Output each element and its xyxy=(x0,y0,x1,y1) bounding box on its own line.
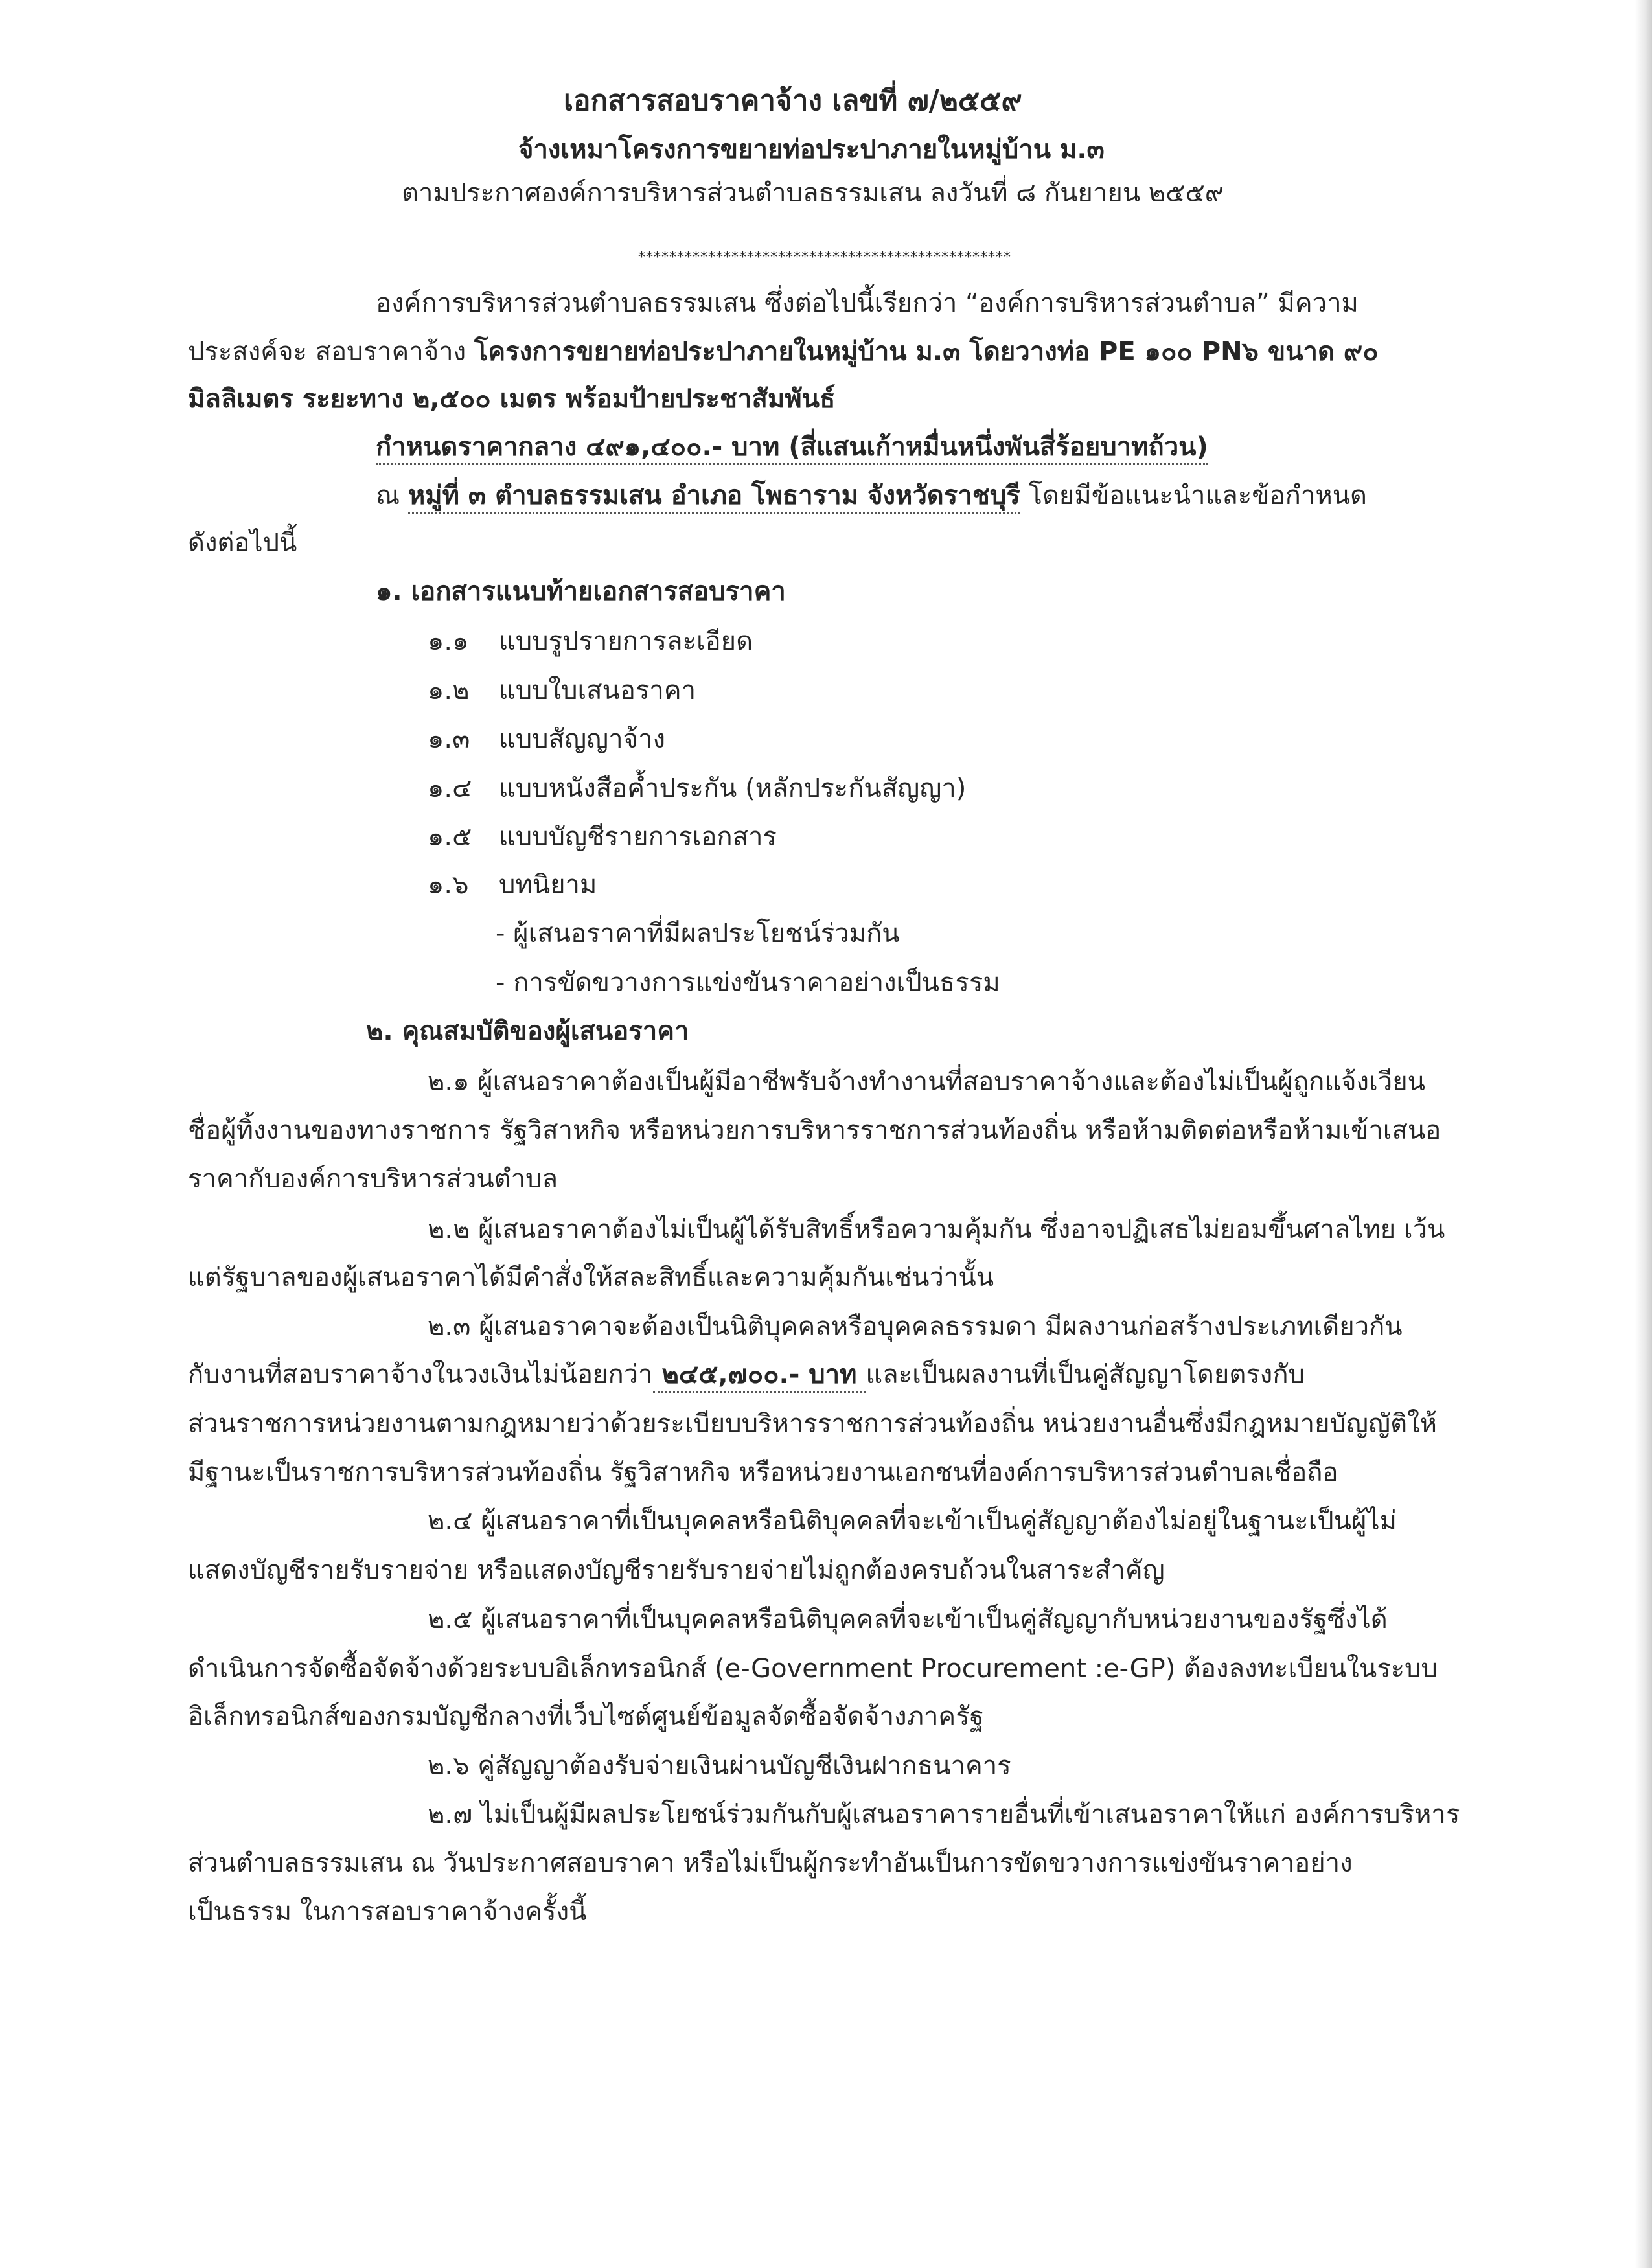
document-title: เอกสารสอบราคาจ้าง เลขที่ ๗/๒๕๕๙ xyxy=(564,84,1022,117)
clause-2-6-line: ๒.๖ คู่สัญญาต้องรับจ่ายเงินผ่านบัญชีเงินฝากธนาคาร xyxy=(428,1751,1011,1781)
project-description: โครงการขยายท่อประปาภายในหมู่บ้าน ม.๓ โดยวางท่อ PE ๑๐๐ PN๖ ขนาด ๙๐ xyxy=(474,337,1379,367)
attachment-item xyxy=(428,819,777,855)
page-edge-shadow xyxy=(1635,0,1652,2268)
clause-2-4-line: ๒.๔ ผู้เสนอราคาที่เป็นบุคคลหรือนิติบุคคลที่จะเข้าเป็นคู่สัญญาต้องไม่อยู่ในฐานะเป็นผู้ไม่ xyxy=(428,1506,1397,1536)
clause-2-2-line: ๒.๒ ผู้เสนอราคาต้องไม่เป็นผู้ได้รับสิทธิ์หรือความคุ้มกัน ซึ่งอาจปฏิเสธไม่ยอมขึ้นศาลไทย เว้น xyxy=(428,1215,1445,1244)
clause-2-3-line: มีฐานะเป็นราชการบริหารส่วนท้องถิ่น รัฐวิสาหกิจ หรือหน่วยงานเอกชนที่องค์การบริหารส่วนตำบลเชื่อถือ xyxy=(188,1458,1338,1487)
item-number: ๑.๓ xyxy=(428,724,470,754)
announcement-line: ตามประกาศองค์การบริหารส่วนตำบลธรรมเสน ลงวันที่ ๘ กันยายน ๒๕๕๙ xyxy=(402,178,1224,208)
item-number: ๑.๒ xyxy=(428,676,470,705)
clause-2-3-text: และเป็นผลงานที่เป็นคู่สัญญาโดยตรงกับ xyxy=(866,1360,1305,1390)
intro-line-6: ดังต่อไปนี้ xyxy=(188,528,297,558)
item-text: แบบหนังสือค้ำประกัน (หลักประกันสัญญา) xyxy=(499,773,967,803)
median-price-line xyxy=(376,429,1208,465)
section-2-heading: ๒. คุณสมบัติของผู้เสนอราคา xyxy=(366,1016,689,1046)
clause-2-5-line: อิเล็กทรอนิกส์ของกรมบัญชีกลางที่เว็บไซต์ศูนย์ข้อมูลจัดซื้อจัดจ้างภาครัฐ xyxy=(188,1702,984,1732)
clause-2-7-line: เป็นธรรม ในการสอบราคาจ้างครั้งนี้ xyxy=(188,1897,587,1927)
item-text: แบบรูปรายการละเอียด xyxy=(499,626,753,656)
clause-2-4-line: แสดงบัญชีรายรับรายจ่าย หรือแสดงบัญชีรายรับรายจ่ายไม่ถูกต้องครบถ้วนในสาระสำคัญ xyxy=(188,1555,1165,1585)
intro-line-1: องค์การบริหารส่วนตำบลธรรมเสน ซึ่งต่อไปนี้เรียกว่า “องค์การบริหารส่วนตำบล” มีความ xyxy=(376,288,1359,318)
project-subtitle: จ้างเหมาโครงการขยายท่อประปาภายในหมู่บ้าน ม.๓ xyxy=(518,135,1105,165)
item-text: แบบบัญชีรายการเอกสาร xyxy=(499,822,777,852)
location-prefix: ณ xyxy=(376,481,408,510)
attachment-item xyxy=(428,867,597,903)
clause-2-2-line: แต่รัฐบาลของผู้เสนอราคาได้มีคำสั่งให้สละสิทธิ์และความคุ้มกันเช่นว่านั้น xyxy=(188,1263,994,1292)
clause-2-1-line: ราคากับองค์การบริหารส่วนตำบล xyxy=(188,1164,558,1194)
separator: ************************************************ xyxy=(638,249,1011,266)
median-price: กำหนดราคากลาง ๔๙๑,๔๐๐.- บาท (สี่แสนเก้าหมื่นหนึ่งพันสี่ร้อยบาทถ้วน) xyxy=(376,432,1208,465)
intro-line-2-plain: ประสงค์จะ สอบราคาจ้าง xyxy=(188,337,474,367)
definition-item: - ผู้เสนอราคาที่มีผลประโยชน์ร่วมกัน xyxy=(496,919,900,948)
item-text: บทนิยาม xyxy=(499,870,597,900)
section-1-heading: ๑. เอกสารแนบท้ายเอกสารสอบราคา xyxy=(376,577,786,606)
location-suffix: โดยมีข้อแนะนำและข้อกำหนด xyxy=(1020,481,1368,510)
clause-2-3-line: ส่วนราชการหน่วยงานตามกฎหมายว่าด้วยระเบียบบริหารราชการส่วนท้องถิ่น หน่วยงานอื่นซึ่งมีกฎหมายบัญญัติให้ xyxy=(188,1409,1437,1439)
minimum-work-value: ๒๔๕,๗๐๐.- บาท xyxy=(653,1360,866,1393)
location-line xyxy=(376,477,1367,514)
attachment-item xyxy=(428,770,966,807)
clause-2-3-line xyxy=(188,1357,1305,1393)
item-number: ๑.๖ xyxy=(428,870,469,900)
intro-line-3: มิลลิเมตร ระยะทาง ๒,๕๐๐ เมตร พร้อมป้ายประชาสัมพันธ์ xyxy=(188,384,836,414)
clause-2-1-line: ๒.๑ ผู้เสนอราคาต้องเป็นผู้มีอาชีพรับจ้างทำงานที่สอบราคาจ้างและต้องไม่เป็นผู้ถูกแจ้งเวียน xyxy=(428,1067,1425,1097)
clause-2-1-line: ชื่อผู้ทิ้งงานของทางราชการ รัฐวิสาหกิจ หรือหน่วยการบริหารราชการส่วนท้องถิ่น หรือห้ามติดต่อหรือห้ามเข้าเสนอ xyxy=(188,1116,1441,1145)
clause-2-7-line: ส่วนตำบลธรรมเสน ณ วันประกาศสอบราคา หรือไม่เป็นผู้กระทำอันเป็นการขัดขวางการแข่งขันราคาอย่าง xyxy=(188,1848,1353,1878)
clause-2-3-line: ๒.๓ ผู้เสนอราคาจะต้องเป็นนิติบุคคลหรือบุคคลธรรมดา มีผลงานก่อสร้างประเภทเดียวกัน xyxy=(428,1312,1403,1342)
attachment-item xyxy=(428,721,665,757)
intro-line-2 xyxy=(188,334,1379,370)
clause-2-5-line: ดำเนินการจัดซื้อจัดจ้างด้วยระบบอิเล็กทรอนิกส์ (e-Government Procurement :e-GP) ต้องลงทะเบียนในระบบ xyxy=(188,1654,1438,1684)
clause-2-3-text: กับงานที่สอบราคาจ้างในวงเงินไม่น้อยกว่า xyxy=(188,1360,653,1390)
location: หมู่ที่ ๓ ตำบลธรรมเสน อำเภอ โพธาราม จังหวัดราชบุรี xyxy=(408,481,1020,514)
attachment-item xyxy=(428,623,753,659)
item-text: แบบสัญญาจ้าง xyxy=(499,724,666,754)
item-number: ๑.๑ xyxy=(428,626,469,656)
item-text: แบบใบเสนอราคา xyxy=(499,676,696,705)
definition-item: - การขัดขวางการแข่งขันราคาอย่างเป็นธรรม xyxy=(496,968,1000,998)
clause-2-7-line: ๒.๗ ไม่เป็นผู้มีผลประโยชน์ร่วมกันกับผู้เสนอราคารายอื่นที่เข้าเสนอราคาให้แก่ องค์การบริหาร xyxy=(428,1800,1460,1829)
item-number: ๑.๔ xyxy=(428,773,472,803)
item-number: ๑.๕ xyxy=(428,822,472,852)
clause-2-5-line: ๒.๕ ผู้เสนอราคาที่เป็นบุคคลหรือนิติบุคคลที่จะเข้าเป็นคู่สัญญากับหน่วยงานของรัฐซึ่งได้ xyxy=(428,1605,1388,1634)
attachment-item xyxy=(428,672,696,709)
